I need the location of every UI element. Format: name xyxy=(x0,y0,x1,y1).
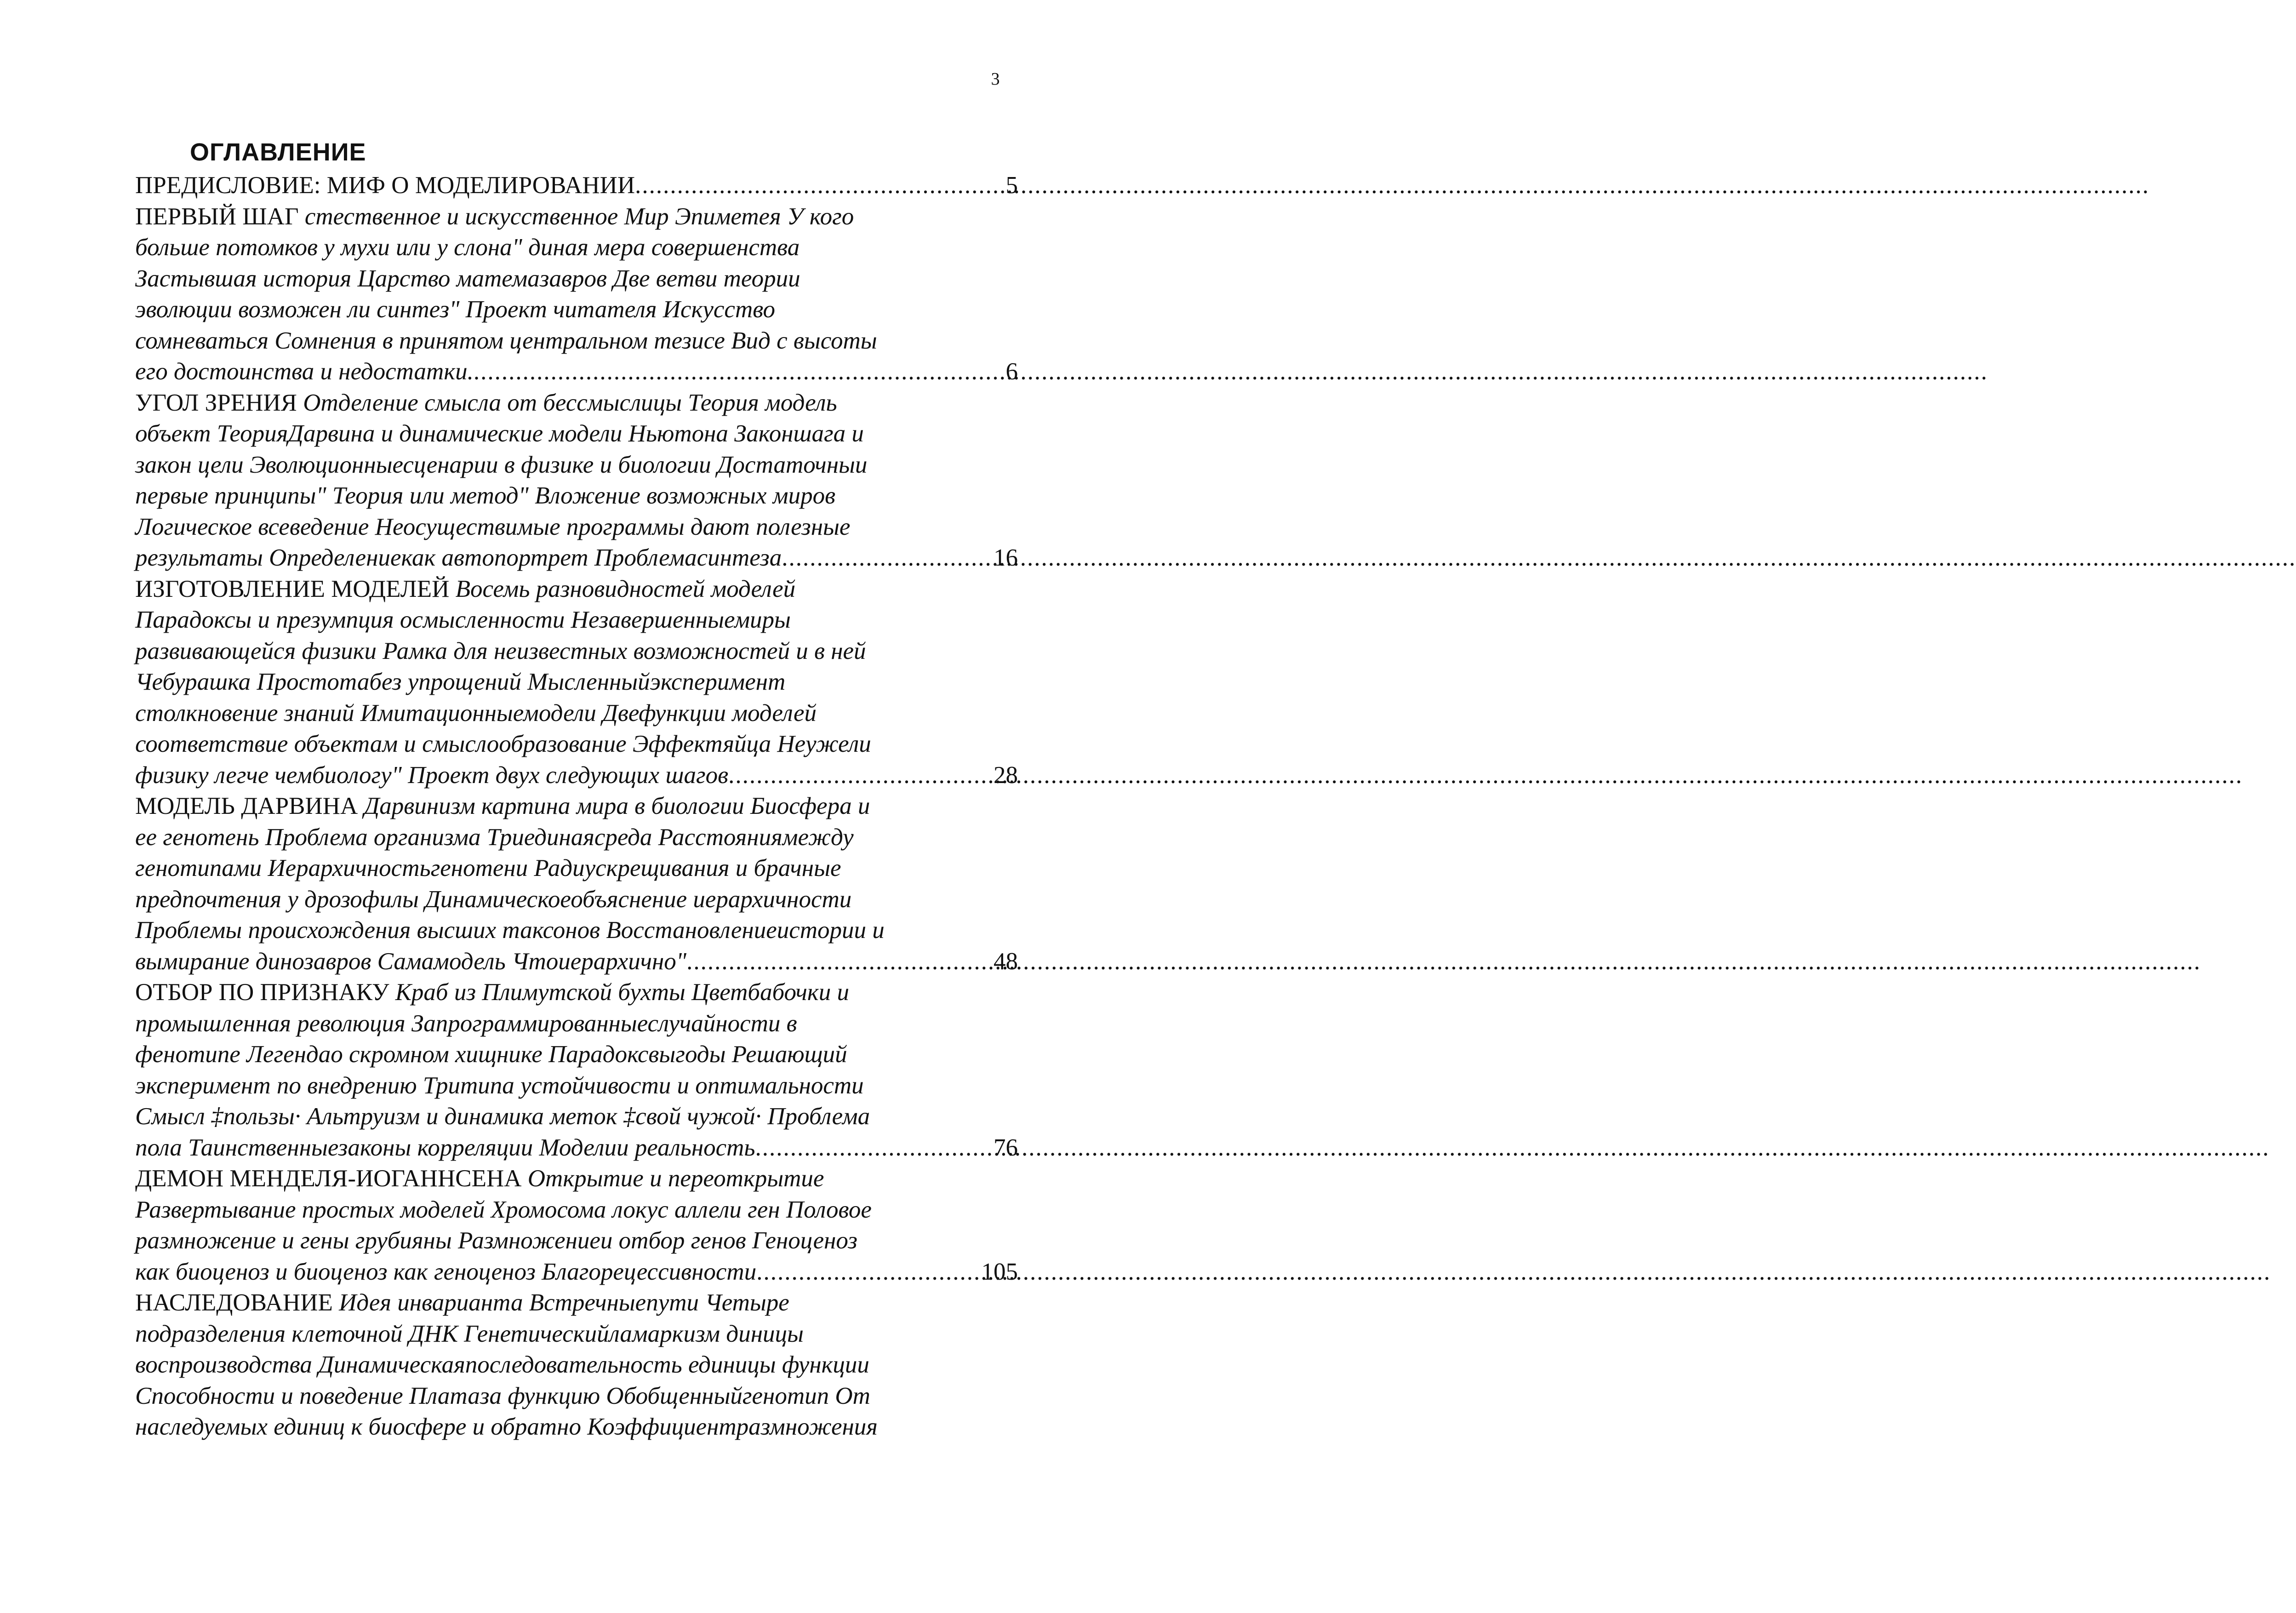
toc-subtopics: сомневаться Сомнения в принятом центральном тезисе Вид с высоты xyxy=(135,327,877,354)
toc-subtopics: Проблемы происхождения высших таксонов Восстановлениеистории и xyxy=(135,917,885,944)
toc-subtopics: Застывшая история Царство матемазавров Две ветви теории xyxy=(135,265,800,292)
toc-subtopics: результаты Определениекак автопортрет Проблемасинтеза xyxy=(135,544,782,571)
toc-entry-title: ПРЕДИСЛОВИЕ: МИФ О МОДЕЛИРОВАНИИ xyxy=(135,172,635,199)
toc-subtopics: Чебурашка Простотабез упрощений Мысленныйэксперимент xyxy=(135,669,786,695)
toc-entry-title: УГОЛ ЗРЕНИЯ xyxy=(135,389,297,416)
toc-entry-title: ИЗГОТОВЛЕНИЕ МОДЕЛЕЙ xyxy=(135,575,450,602)
toc-subtopics: столкновение знаний Имитационныемодели Двефункции моделей xyxy=(135,699,817,726)
toc-subtopics: первые принципы" Теория или метод" Вложение возможных миров xyxy=(135,482,836,509)
toc-subtopics: пола Таинственныезаконы корреляции Моделии реальность xyxy=(135,1134,755,1161)
toc-subtopics: Дарвинизм картина мира в биологии Биосфера и xyxy=(364,793,870,819)
toc-entry-line[interactable] xyxy=(135,574,1018,605)
toc-page-number: 5 xyxy=(1005,172,1018,199)
toc-subtopics: его достоинства и недостатки. xyxy=(135,358,474,385)
toc-page-number: 28 xyxy=(994,761,1018,789)
toc-subtopics: физику легче чембиологу" Проект двух следующих шагов xyxy=(135,761,729,789)
toc-subtopics: Отделение смысла от бессмыслицы Теория модель xyxy=(303,389,837,416)
toc-entry-title: ПЕРВЫЙ ШАГ xyxy=(135,203,299,230)
toc-page-number: 76 xyxy=(994,1134,1018,1161)
toc-entry-line[interactable] xyxy=(135,1133,1018,1164)
toc-page-number: 6 xyxy=(1005,358,1018,385)
toc-subtopics: размножение и гены грубияны Размножениеи отбор генов Геноценоз xyxy=(135,1227,857,1254)
toc-subtopics: Развертывание простых моделей Хромосома локус аллели ген Половое xyxy=(135,1196,872,1223)
toc-entry-line[interactable] xyxy=(135,201,1018,233)
toc-entry-title: ДЕМОН МЕНДЕЛЯ-ИОГАННСЕНА xyxy=(135,1165,522,1192)
toc-entry-preface[interactable] xyxy=(135,170,1018,201)
page-number: 3 xyxy=(991,69,1000,89)
toc-entry-line[interactable] xyxy=(135,977,1018,1008)
toc-subtopics: развивающейся физики Рамка для неизвестных возможностей и в ней xyxy=(135,637,866,664)
toc-entry-line[interactable] xyxy=(135,946,1018,978)
toc-entry-line[interactable] xyxy=(135,1257,1018,1288)
toc-page-number: 105 xyxy=(981,1258,1018,1285)
toc-entry-title: ОТБОР ПО ПРИЗНАКУ xyxy=(135,979,389,1006)
toc-subtopics: Логическое всеведение Неосуществимые программы дают полезные xyxy=(135,513,851,540)
toc-subtopics: ее генотень Проблема организма Триединаясреда Расстояниямежду xyxy=(135,824,854,851)
toc-subtopics: воспроизводства Динамическаяпоследовательность единицы функции xyxy=(135,1351,869,1378)
toc-subtopics: эволюции возможен ли синтез" Проект читателя Искусство xyxy=(135,296,776,323)
toc-subtopics: стественное и искусственное Мир Эпиметея У кого xyxy=(304,203,854,230)
toc-entry-line[interactable] xyxy=(135,1163,1018,1195)
toc-entry-title: МОДЕЛЬ ДАРВИНА xyxy=(135,793,358,819)
toc-subtopics: закон цели Эволюционныесценарии в физике и биологии Достаточныи xyxy=(135,451,868,478)
toc-subtopics: объект ТеорияДарвина и динамические модели Ньютона Законшага и xyxy=(135,420,864,447)
toc-subtopics: фенотипе Легендао скромном хищнике Парадоксвыгоды Решающий xyxy=(135,1041,847,1068)
toc-subtopics: вымирание динозавров Самамодель Чтоиерархично" xyxy=(135,948,687,975)
toc-subtopics: наследуемых единиц к биосфере и обратно Коэффициентразмножения xyxy=(135,1413,878,1440)
toc-subtopics: Восемь разновидностей моделей xyxy=(455,575,796,602)
table-of-contents xyxy=(135,170,1018,1443)
toc-page-number: 48 xyxy=(994,948,1018,975)
dot-leader xyxy=(728,760,992,791)
toc-entry-line[interactable] xyxy=(135,791,1018,822)
toc-entry-line[interactable] xyxy=(135,1287,1018,1319)
toc-heading: ОГЛАВЛЕНИЕ xyxy=(190,138,366,166)
dot-leader xyxy=(755,1133,992,1164)
toc-subtopics: подразделения клеточной ДНК Генетическийламаркизм диницы xyxy=(135,1320,804,1347)
toc-entry-line[interactable] xyxy=(135,760,1018,791)
dot-leader xyxy=(474,356,1004,388)
toc-entry-line[interactable] xyxy=(135,388,1018,419)
dot-leader xyxy=(782,543,992,574)
toc-subtopics: Смысл ‡пользы· Альтруизм и динамика меток ‡свой чужой· Проблема xyxy=(135,1103,870,1130)
toc-entry-title: НАСЛЕДОВАНИЕ xyxy=(135,1289,333,1316)
toc-subtopics: Открытие и переоткрытие xyxy=(527,1165,824,1192)
dot-leader xyxy=(686,946,992,978)
toc-subtopics: как биоценоз и биоценоз как геноценоз Благорецессивности xyxy=(135,1258,757,1285)
dot-leader xyxy=(635,170,1004,201)
dot-leader xyxy=(756,1257,979,1288)
toc-subtopics: эксперимент по внедрению Тритипа устойчивости и оптимальности xyxy=(135,1072,864,1099)
toc-subtopics: соответствие объектам и смыслообразование Эффектяйца Неужели xyxy=(135,731,871,757)
toc-entry-line[interactable] xyxy=(135,356,1018,388)
toc-subtopics: Идея инварианта Встречныепути Четыре xyxy=(339,1289,789,1316)
toc-subtopics: Краб из Плимутской бухты Цветбабочки и xyxy=(395,979,849,1006)
toc-entry-line[interactable] xyxy=(135,543,1018,574)
toc-subtopics: Парадоксы и презумпция осмысленности Незавершенныемиры xyxy=(135,606,791,633)
toc-subtopics: больше потомков у мухи или у слона" диная мера совершенства xyxy=(135,234,800,261)
toc-subtopics: Способности и поведение Платаза функцию Обобщенныйгенотип От xyxy=(135,1382,870,1409)
document-page xyxy=(0,0,1140,1613)
toc-page-number: 16 xyxy=(994,544,1018,571)
toc-subtopics: промышленная революция Запрограммированныеслучайности в xyxy=(135,1010,797,1037)
toc-subtopics: предпочтения у дрозофилы Динамическоеобъяснение иерархичности xyxy=(135,886,852,913)
toc-subtopics: генотипами Иерархичностьгенотени Радиускрещивания и брачные xyxy=(135,855,841,881)
